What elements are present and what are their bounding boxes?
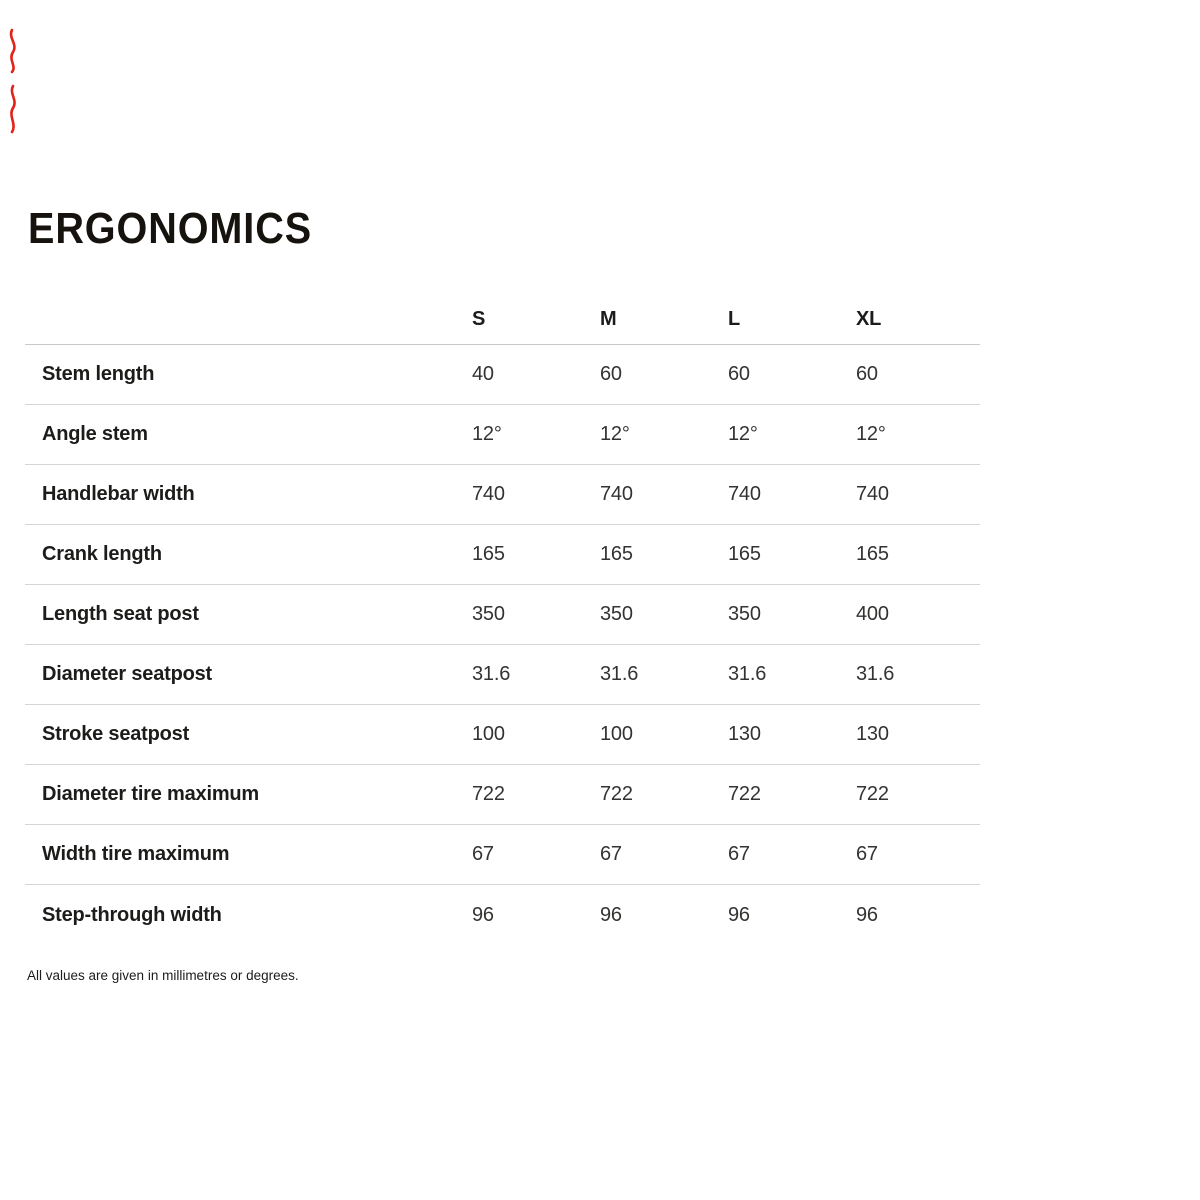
spec-row — [25, 885, 980, 945]
units-footnote: All values are given in millimetres or degrees. — [27, 968, 299, 983]
size-column-header-s: S — [472, 308, 486, 330]
spec-label: Diameter tire maximum — [42, 783, 260, 805]
spec-label: Step-through width — [42, 903, 222, 926]
spec-value: 400 — [856, 603, 889, 625]
spec-value: 12° — [856, 423, 886, 445]
spec-value: 165 — [472, 543, 505, 565]
spec-value: 740 — [472, 483, 505, 505]
spec-row — [25, 585, 980, 645]
size-column-header-l: L — [728, 308, 741, 330]
spec-value: 96 — [856, 903, 878, 926]
spec-label: Width tire maximum — [42, 843, 230, 865]
spec-value: 740 — [856, 483, 889, 505]
table-body — [25, 345, 980, 945]
spec-value: 96 — [728, 903, 750, 926]
spec-value: 130 — [728, 723, 761, 745]
spec-value: 67 — [856, 843, 878, 865]
ergonomics-table — [25, 295, 980, 945]
red-scribble-icon — [4, 26, 26, 138]
table-header-row — [25, 295, 980, 345]
spec-label: Handlebar width — [42, 483, 195, 505]
spec-value: 100 — [600, 723, 633, 745]
spec-value: 722 — [472, 783, 505, 805]
page-title: ERGONOMICS — [28, 204, 313, 253]
spec-label: Diameter seatpost — [42, 663, 212, 685]
spec-value: 60 — [856, 363, 878, 385]
spec-value: 67 — [472, 843, 494, 865]
spec-value: 12° — [600, 423, 630, 445]
spec-value: 31.6 — [728, 663, 767, 685]
spec-value: 67 — [728, 843, 750, 865]
size-column-header-m: M — [600, 308, 617, 330]
spec-row — [25, 705, 980, 765]
spec-value: 740 — [728, 483, 761, 505]
spec-label: Crank length — [42, 543, 162, 565]
spec-row — [25, 405, 980, 465]
spec-label: Angle stem — [42, 423, 148, 445]
spec-value: 165 — [600, 543, 633, 565]
spec-value: 350 — [600, 603, 633, 625]
spec-value: 60 — [728, 363, 750, 385]
spec-label: Stem length — [42, 363, 155, 385]
spec-row — [25, 645, 980, 705]
spec-value: 722 — [600, 783, 633, 805]
spec-value: 350 — [728, 603, 761, 625]
spec-row — [25, 525, 980, 585]
spec-row — [25, 825, 980, 885]
spec-value: 12° — [472, 423, 502, 445]
spec-value: 130 — [856, 723, 889, 745]
spec-value: 67 — [600, 843, 622, 865]
spec-value: 740 — [600, 483, 633, 505]
spec-value: 96 — [600, 903, 622, 926]
spec-row — [25, 345, 980, 405]
spec-value: 722 — [728, 783, 761, 805]
spec-value: 60 — [600, 363, 622, 385]
spec-value: 722 — [856, 783, 889, 805]
spec-row — [25, 465, 980, 525]
spec-value: 31.6 — [600, 663, 639, 685]
spec-value: 350 — [472, 603, 505, 625]
spec-value: 165 — [728, 543, 761, 565]
spec-value: 96 — [472, 903, 494, 926]
size-column-header-xl: XL — [856, 308, 882, 330]
spec-value: 31.6 — [472, 663, 511, 685]
spec-label: Length seat post — [42, 603, 199, 625]
spec-value: 40 — [472, 363, 494, 385]
spec-row — [25, 765, 980, 825]
spec-value: 12° — [728, 423, 758, 445]
spec-value: 165 — [856, 543, 889, 565]
spec-value: 31.6 — [856, 663, 895, 685]
spec-value: 100 — [472, 723, 505, 745]
spec-label: Stroke seatpost — [42, 723, 190, 745]
